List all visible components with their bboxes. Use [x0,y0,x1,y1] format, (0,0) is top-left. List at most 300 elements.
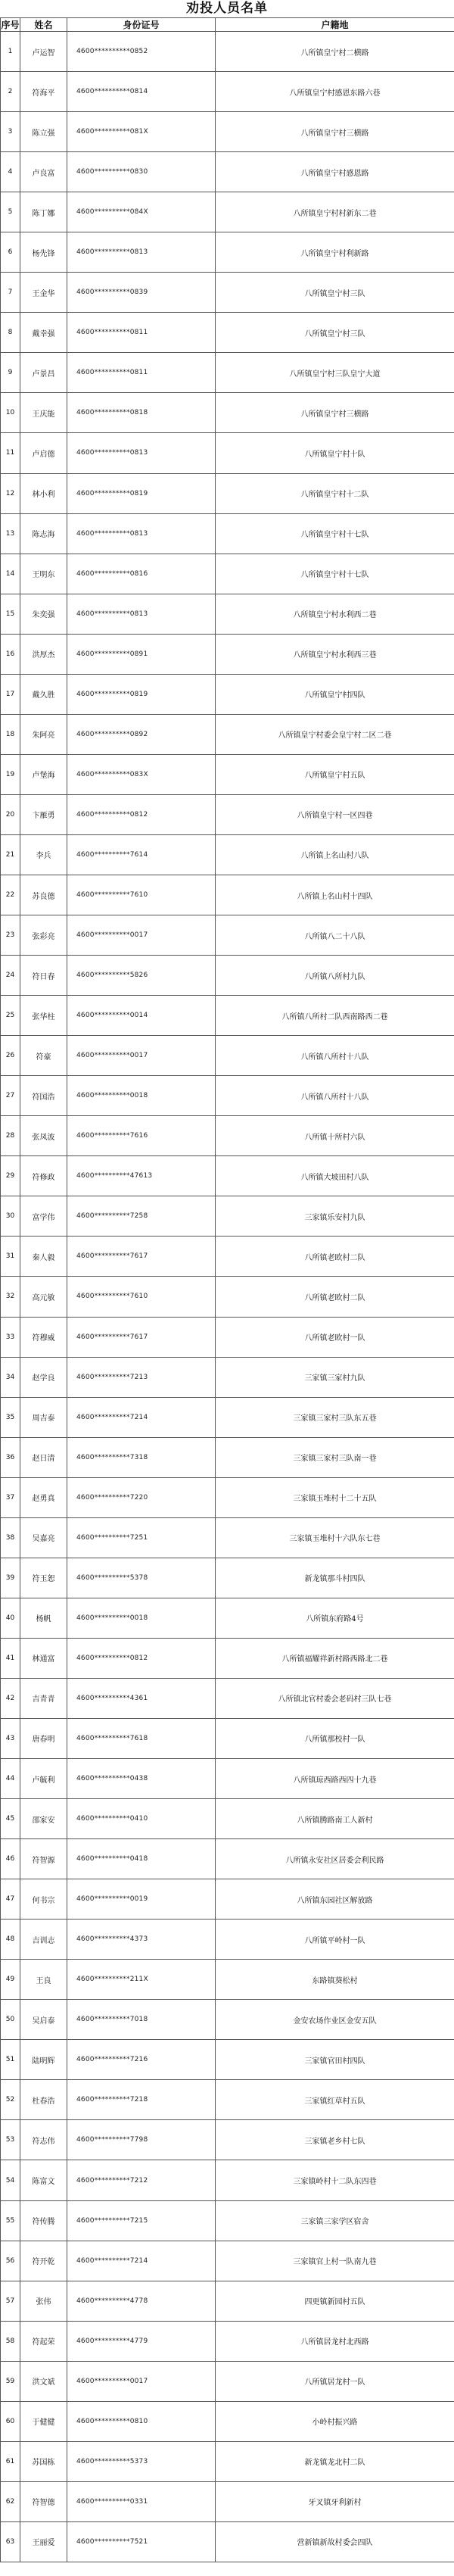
row-number: 42 [1,1678,20,1718]
household-address: 八所镇皇宁村水利西二巷 [216,594,454,634]
id-number: 4600**********083X [67,754,216,794]
household-address: 八所镇皇宁村三队 [216,313,454,353]
person-name: 朱奕强 [20,594,67,634]
person-name: 张伟 [20,2281,67,2321]
table-row [1,996,454,1036]
person-name: 陈富文 [20,2160,67,2200]
table-row [1,1960,454,2000]
person-name: 符国浩 [20,1076,67,1116]
household-address: 八所镇上名山村八队 [216,834,454,875]
table-row [1,1517,454,1558]
id-number: 4600**********0813 [67,513,216,554]
table-row [1,72,454,112]
person-name: 吉青青 [20,1678,67,1718]
id-number: 4600**********4373 [67,1920,216,1960]
row-number: 20 [1,794,20,834]
table-row [1,473,454,513]
person-name: 卢景昌 [20,353,67,393]
row-number: 47 [1,1879,20,1920]
row-number: 48 [1,1920,20,1960]
id-number: 4600**********4361 [67,1678,216,1718]
person-name: 符海平 [20,72,67,112]
row-number: 12 [1,473,20,513]
id-number: 4600**********0014 [67,996,216,1036]
id-number: 4600**********4778 [67,2281,216,2321]
row-number: 58 [1,2321,20,2361]
table-row [1,634,454,674]
household-address: 八所镇平岭村一队 [216,1920,454,1960]
person-name: 富学伟 [20,1196,67,1237]
household-address: 新龙镇龙北村二队 [216,2441,454,2481]
id-number: 4600**********0017 [67,2361,216,2401]
person-name: 符开乾 [20,2241,67,2281]
household-address: 三家镇老乡村七队 [216,2120,454,2160]
row-number: 8 [1,313,20,353]
household-address: 八所镇永安社区居委会利民路 [216,1839,454,1879]
household-address: 八所镇老欧村二队 [216,1237,454,1277]
row-number: 46 [1,1839,20,1879]
person-name: 洪文斌 [20,2361,67,2401]
id-number: 4600**********7610 [67,1277,216,1317]
row-number: 9 [1,353,20,393]
household-address: 八所镇居龙村北西路 [216,2321,454,2361]
row-number: 29 [1,1156,20,1196]
person-name: 卢堡海 [20,754,67,794]
table-row [1,313,454,353]
household-address: 小岭村振兴路 [216,2401,454,2441]
id-number: 4600**********0810 [67,2401,216,2441]
table-row [1,2361,454,2401]
person-name: 邵家安 [20,1799,67,1839]
table-row [1,1076,454,1116]
row-number: 55 [1,2200,20,2241]
household-address: 八所镇皇宁村四队 [216,674,454,714]
table-row [1,1317,454,1357]
person-name: 陈志海 [20,513,67,554]
table-row [1,754,454,794]
id-number: 4600**********7215 [67,2200,216,2241]
table-row [1,433,454,473]
id-number: 4600**********7258 [67,1196,216,1237]
id-number: 4600**********7251 [67,1517,216,1558]
id-number: 4600**********7521 [67,2521,216,2562]
row-number: 61 [1,2441,20,2481]
row-number: 28 [1,1116,20,1156]
household-address: 八所镇皇宁村三队 [216,273,454,313]
header-id: 身份证号 [67,18,216,32]
household-address: 八所镇腾路南工人新村 [216,1799,454,1839]
table-row [1,2441,454,2481]
row-number: 45 [1,1799,20,1839]
household-address: 八所镇东府路4号 [216,1598,454,1638]
table-row [1,1558,454,1598]
id-number: 4600**********0813 [67,433,216,473]
table-row [1,1759,454,1799]
household-address: 八所镇北官村委会老码村三队七巷 [216,1678,454,1718]
id-number: 4600**********211X [67,1960,216,2000]
row-number: 4 [1,152,20,192]
id-number: 4600**********7216 [67,2040,216,2080]
household-address: 八所镇那校村一队 [216,1718,454,1758]
id-number: 4600**********0813 [67,594,216,634]
person-name: 李兵 [20,834,67,875]
household-address: 八所镇皇宁村十队 [216,433,454,473]
row-number: 59 [1,2361,20,2401]
row-number: 63 [1,2521,20,2562]
household-address: 八所镇皇宁村二横路 [216,32,454,72]
table-row [1,1397,454,1437]
id-number: 4600**********7618 [67,1718,216,1758]
household-address: 八所镇八所村二队西南路西二巷 [216,996,454,1036]
table-row [1,2200,454,2241]
id-number: 4600**********5378 [67,1558,216,1598]
table-row [1,594,454,634]
id-number: 4600**********7318 [67,1437,216,1477]
household-address: 八所镇皇宁村一区四巷 [216,794,454,834]
table-row [1,794,454,834]
id-number: 4600**********081X [67,112,216,152]
table-row [1,1678,454,1718]
person-name: 戴久胜 [20,674,67,714]
row-number: 33 [1,1317,20,1357]
household-address: 牙叉镇牙利新村 [216,2481,454,2521]
table-row [1,393,454,433]
row-number: 14 [1,554,20,594]
person-name: 卢启德 [20,433,67,473]
household-address: 三家镇三家村三队东五巷 [216,1397,454,1437]
table-row [1,112,454,152]
household-address: 八所镇皇宁村十七队 [216,554,454,594]
person-name: 秦人毅 [20,1237,67,1277]
row-number: 7 [1,273,20,313]
id-number: 4600**********7798 [67,2120,216,2160]
table-row [1,32,454,72]
id-number: 4600**********0816 [67,554,216,594]
table-row [1,915,454,956]
id-number: 4600**********0839 [67,273,216,313]
person-name: 符日春 [20,956,67,996]
person-name: 符穆威 [20,1317,67,1357]
household-address: 八所镇十所村六队 [216,1116,454,1156]
table-row [1,1277,454,1317]
id-number: 4600**********0891 [67,634,216,674]
id-number: 4600**********7213 [67,1357,216,1397]
id-number: 4600**********084X [67,192,216,232]
person-name: 高元敏 [20,1277,67,1317]
row-number: 19 [1,754,20,794]
table-row [1,1879,454,1920]
table-row [1,1839,454,1879]
person-name: 杜春浩 [20,2080,67,2120]
id-number: 4600**********0812 [67,1638,216,1678]
table-row [1,232,454,273]
id-number: 4600**********0819 [67,473,216,513]
person-name: 陆明辉 [20,2040,67,2080]
row-number: 1 [1,32,20,72]
household-address: 八所镇皇宁村三队皇宁大道 [216,353,454,393]
table-row [1,353,454,393]
row-number: 13 [1,513,20,554]
person-name: 符志伟 [20,2120,67,2160]
person-name: 卢运智 [20,32,67,72]
id-number: 4600**********47613 [67,1156,216,1196]
id-number: 4600**********0418 [67,1839,216,1879]
id-number: 4600**********0331 [67,2481,216,2521]
id-number: 4600**********0018 [67,1598,216,1638]
household-address: 八所镇皇宁村感恩东路六巷 [216,72,454,112]
row-number: 11 [1,433,20,473]
row-number: 39 [1,1558,20,1598]
household-address: 八所镇居龙村一队 [216,2361,454,2401]
table-row [1,1638,454,1678]
id-number: 4600**********0818 [67,393,216,433]
row-number: 62 [1,2481,20,2521]
table-row [1,1920,454,1960]
table-row [1,2040,454,2080]
id-number: 4600**********7214 [67,1397,216,1437]
id-number: 4600**********0018 [67,1076,216,1116]
person-name: 符起荣 [20,2321,67,2361]
person-name: 张彩亮 [20,915,67,956]
household-address: 八所镇老欧村二队 [216,1277,454,1317]
person-name: 王丽爱 [20,2521,67,2562]
household-address: 八所镇东园社区解放路 [216,1879,454,1920]
person-name: 王良 [20,1960,67,2000]
row-number: 52 [1,2080,20,2120]
id-number: 4600**********4779 [67,2321,216,2361]
person-name: 符豪 [20,1036,67,1076]
household-address: 八所镇八所村九队 [216,956,454,996]
table-row [1,1357,454,1397]
person-name: 陈丁娜 [20,192,67,232]
row-number: 26 [1,1036,20,1076]
id-number: 4600**********7616 [67,1116,216,1156]
id-number: 4600**********7617 [67,1317,216,1357]
table-row [1,2281,454,2321]
row-number: 41 [1,1638,20,1678]
table-row [1,1237,454,1277]
table-row [1,1598,454,1638]
id-number: 4600**********0819 [67,674,216,714]
row-number: 17 [1,674,20,714]
table-row [1,2160,454,2200]
person-name: 洪厚杰 [20,634,67,674]
table-row [1,1036,454,1076]
household-address: 三家镇乐安村九队 [216,1196,454,1237]
table-row [1,152,454,192]
table-row [1,2000,454,2040]
row-number: 43 [1,1718,20,1758]
row-number: 53 [1,2120,20,2160]
row-number: 36 [1,1437,20,1477]
id-number: 4600**********7212 [67,2160,216,2200]
household-address: 八所镇皇宁村委会皇宁村二区二巷 [216,714,454,754]
table-row [1,192,454,232]
row-number: 40 [1,1598,20,1638]
id-number: 4600**********0410 [67,1799,216,1839]
row-number: 27 [1,1076,20,1116]
id-number: 4600**********7610 [67,875,216,915]
household-address: 东路镇葵松村 [216,1960,454,2000]
id-number: 4600**********5373 [67,2441,216,2481]
household-address: 八所镇福耀祥新村路西路北二巷 [216,1638,454,1678]
person-name: 周吉泰 [20,1397,67,1437]
person-name: 吴启泰 [20,2000,67,2040]
person-name: 林通富 [20,1638,67,1678]
household-address: 八所镇皇宁村五队 [216,754,454,794]
header-address: 户籍地 [216,18,454,32]
household-address: 八所镇八二十八队 [216,915,454,956]
row-number: 24 [1,956,20,996]
household-address: 金安农场作业区金安五队 [216,2000,454,2040]
id-number: 4600**********0811 [67,313,216,353]
table-row [1,1718,454,1758]
person-name: 林小利 [20,473,67,513]
id-number: 4600**********7614 [67,834,216,875]
household-address: 八所镇皇宁村十七队 [216,513,454,554]
id-number: 4600**********7220 [67,1477,216,1517]
person-name: 符传腾 [20,2200,67,2241]
household-address: 三家镇岭村十二队东四巷 [216,2160,454,2200]
table-body [1,32,454,2562]
id-number: 4600**********0438 [67,1759,216,1799]
person-name: 戴幸强 [20,313,67,353]
household-address: 三家镇三家村九队 [216,1357,454,1397]
row-number: 56 [1,2241,20,2281]
person-name: 张凤波 [20,1116,67,1156]
id-number: 4600**********7214 [67,2241,216,2281]
person-name: 杨帆 [20,1598,67,1638]
household-address: 三家镇玉堆村十二十五队 [216,1477,454,1517]
table-row [1,1799,454,1839]
id-number: 4600**********0852 [67,32,216,72]
row-number: 49 [1,1960,20,2000]
household-address: 八所镇大坡田村八队 [216,1156,454,1196]
page-title: 劝投人员名单 [186,1,268,16]
id-number: 4600**********5826 [67,956,216,996]
table-row [1,875,454,915]
household-address: 八所镇上名山村十四队 [216,875,454,915]
person-name: 何书宗 [20,1879,67,1920]
person-name: 苏良德 [20,875,67,915]
person-name: 符修政 [20,1156,67,1196]
household-address: 八所镇皇宁村村新东二巷 [216,192,454,232]
id-number: 4600**********7218 [67,2080,216,2120]
household-address: 八所镇皇宁村水利西三巷 [216,634,454,674]
household-address: 三家镇三家学区宿舍 [216,2200,454,2241]
table-row [1,1477,454,1517]
person-name: 符智源 [20,1839,67,1879]
person-name: 卢良富 [20,152,67,192]
id-number: 4600**********0813 [67,232,216,273]
id-number: 4600**********7018 [67,2000,216,2040]
row-number: 16 [1,634,20,674]
row-number: 2 [1,72,20,112]
row-number: 35 [1,1397,20,1437]
table-row [1,513,454,554]
household-address: 三家镇三家村三队南一巷 [216,1437,454,1477]
table-row [1,2241,454,2281]
household-address: 八所镇皇宁村利新路 [216,232,454,273]
person-name: 吴嘉亮 [20,1517,67,1558]
household-address: 三家镇玉堆村十六队东七巷 [216,1517,454,1558]
row-number: 23 [1,915,20,956]
id-number: 4600**********0017 [67,1036,216,1076]
household-address: 八所镇皇宁村三横路 [216,112,454,152]
household-address: 四更镇新园村五队 [216,2281,454,2321]
row-number: 34 [1,1357,20,1397]
household-address: 营新镇新故村委会四队 [216,2521,454,2562]
household-address: 八所镇琼西路西四十九巷 [216,1759,454,1799]
row-number: 50 [1,2000,20,2040]
person-name: 赵学良 [20,1357,67,1397]
row-number: 18 [1,714,20,754]
household-address: 八所镇皇宁村感恩路 [216,152,454,192]
household-address: 八所镇八所村十八队 [216,1036,454,1076]
table-row [1,2080,454,2120]
household-address: 八所镇皇宁村三横路 [216,393,454,433]
person-name: 赵日清 [20,1437,67,1477]
row-number: 22 [1,875,20,915]
table-row [1,1196,454,1237]
id-number: 4600**********7617 [67,1237,216,1277]
table-row [1,956,454,996]
row-number: 37 [1,1477,20,1517]
id-number: 4600**********0017 [67,915,216,956]
person-name: 于健健 [20,2401,67,2441]
household-address: 新龙镇那斗村四队 [216,1558,454,1598]
id-number: 4600**********0830 [67,152,216,192]
row-number: 38 [1,1517,20,1558]
row-number: 54 [1,2160,20,2200]
person-name: 王庆能 [20,393,67,433]
row-number: 57 [1,2281,20,2321]
id-number: 4600**********0812 [67,794,216,834]
household-address: 三家镇官田村四队 [216,2040,454,2080]
row-number: 60 [1,2401,20,2441]
table-row [1,2401,454,2441]
person-name: 唐春明 [20,1718,67,1758]
row-number: 32 [1,1277,20,1317]
person-name: 苏国栋 [20,2441,67,2481]
id-number: 4600**********0019 [67,1879,216,1920]
household-address: 八所镇老欧村一队 [216,1317,454,1357]
table-row [1,1116,454,1156]
person-name: 符智德 [20,2481,67,2521]
header-name: 姓名 [20,18,67,32]
person-name: 张华柱 [20,996,67,1036]
row-number: 31 [1,1237,20,1277]
row-number: 21 [1,834,20,875]
header-no: 序号 [1,18,20,32]
person-name: 杨先锋 [20,232,67,273]
person-name: 卞雁勇 [20,794,67,834]
table-row [1,1156,454,1196]
table-row [1,714,454,754]
row-number: 3 [1,112,20,152]
row-number: 44 [1,1759,20,1799]
person-name: 王明东 [20,554,67,594]
row-number: 15 [1,594,20,634]
row-number: 30 [1,1196,20,1237]
person-name: 王金华 [20,273,67,313]
roster-table [0,17,454,2562]
row-number: 25 [1,996,20,1036]
row-number: 10 [1,393,20,433]
table-row [1,674,454,714]
table-row [1,2521,454,2562]
table-row [1,2321,454,2361]
